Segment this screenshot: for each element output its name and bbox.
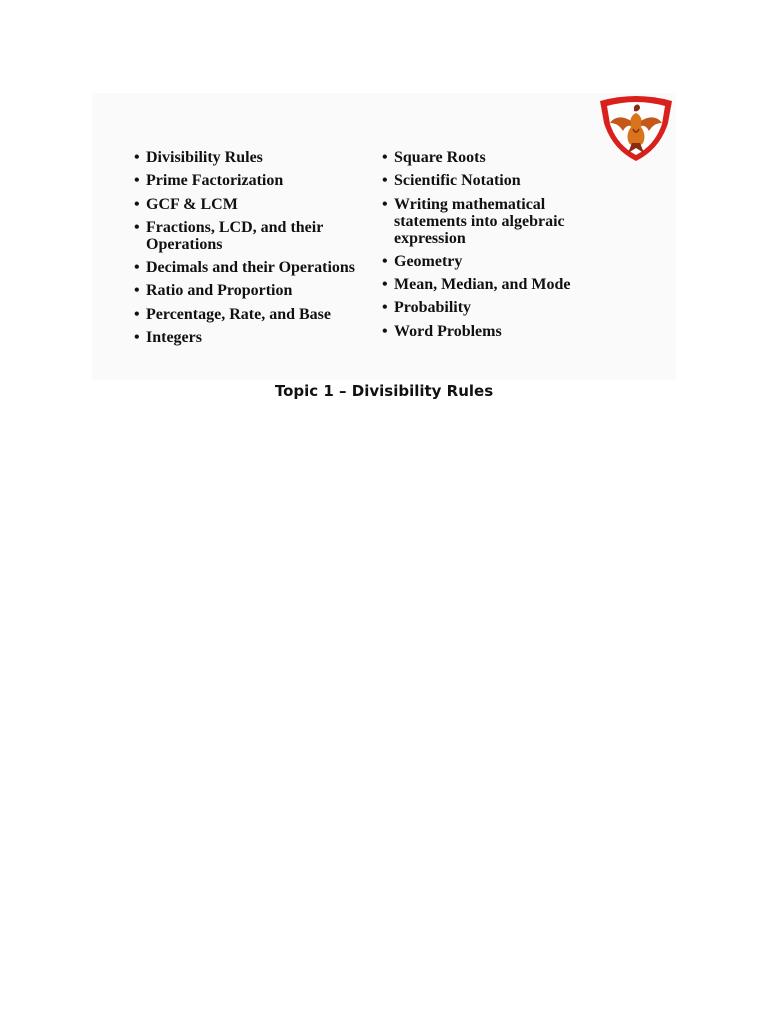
list-item <box>134 196 374 213</box>
list-item <box>134 306 374 323</box>
topic-label: Writing mathematical statements into algebraic expression <box>394 195 565 247</box>
list-item <box>134 282 374 299</box>
list-item <box>134 149 374 166</box>
topic-label: Mean, Median, and Mode <box>394 276 571 294</box>
topics-slide-image <box>92 93 676 380</box>
list-item <box>382 299 602 316</box>
topic-label: Integers <box>146 329 202 347</box>
bullet: • <box>134 259 140 277</box>
list-item <box>134 329 374 346</box>
bullet: • <box>134 172 140 190</box>
topic-label: Percentage, Rate, and Base <box>146 305 331 323</box>
topic-label: Ratio and Proportion <box>146 282 293 300</box>
bullet: • <box>134 149 140 166</box>
list-item <box>134 172 374 189</box>
bullet: • <box>134 218 140 236</box>
list-item <box>134 259 374 276</box>
bullet: • <box>134 329 140 347</box>
bullet: • <box>382 195 388 213</box>
phoenix-shield-icon <box>598 93 674 163</box>
bullet: • <box>382 172 388 190</box>
list-item <box>382 149 602 166</box>
topic-label: Square Roots <box>394 149 486 166</box>
right-topic-list <box>382 149 602 346</box>
left-topic-list <box>134 149 374 352</box>
bullet: • <box>382 322 388 340</box>
bullet: • <box>134 305 140 323</box>
topic-label: Word Problems <box>394 322 502 340</box>
bullet: • <box>382 252 388 270</box>
bullet: • <box>134 282 140 300</box>
topic-caption: Topic 1 – Divisibility Rules <box>274 382 494 400</box>
topic-label: GCF & LCM <box>146 195 238 213</box>
list-item <box>134 219 374 253</box>
topic-label: Decimals and their Operations <box>146 259 356 277</box>
list-item <box>382 323 602 340</box>
topic-label: Probability <box>394 299 472 317</box>
bullet: • <box>382 276 388 294</box>
topic-label: Scientific Notation <box>394 172 521 190</box>
bullet: • <box>382 149 388 166</box>
list-item <box>382 196 602 247</box>
list-item <box>382 253 602 270</box>
bullet: • <box>134 195 140 213</box>
list-item <box>382 276 602 293</box>
list-item <box>382 172 602 189</box>
topic-label: Fractions, LCD, and their Operations <box>146 218 324 253</box>
topic-label: Divisibility Rules <box>146 149 263 166</box>
topic-label: Prime Factorization <box>146 172 284 190</box>
bullet: • <box>382 299 388 317</box>
topic-label: Geometry <box>394 252 463 270</box>
